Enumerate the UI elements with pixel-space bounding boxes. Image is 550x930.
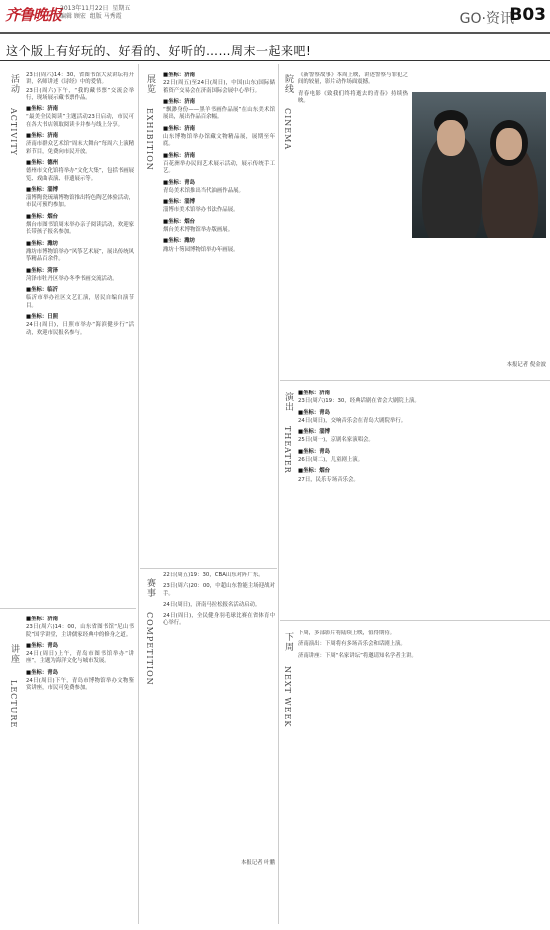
item-text: 27日，民乐专场音乐会。 bbox=[298, 476, 359, 483]
page-number: B03 bbox=[509, 5, 546, 25]
item-location: ■坐标：德州 bbox=[26, 159, 59, 166]
item-text: 烟台市图书馆周末举办亲子阅读活动，欢迎家长带孩子报名参加。 bbox=[26, 222, 134, 236]
column-divider bbox=[280, 380, 550, 381]
item-location: ■坐标：济南 bbox=[26, 133, 59, 140]
item-location: ■坐标：济南 bbox=[298, 390, 331, 396]
item-location: ■坐标：菏泽 bbox=[26, 267, 59, 274]
list-item bbox=[26, 268, 134, 284]
theater-list bbox=[298, 390, 546, 614]
competition-list bbox=[163, 572, 275, 852]
list-item bbox=[163, 126, 275, 149]
list-item bbox=[298, 449, 546, 465]
issue-meta: 2013年11月22日 星期五 编辑 顾宏 组版 马秀霞 bbox=[60, 5, 131, 20]
top-rule bbox=[0, 60, 550, 61]
item-text: 菏泽市牡丹区举办冬季书画交流活动。 bbox=[26, 275, 118, 282]
list-item bbox=[298, 91, 408, 106]
lecture-list bbox=[26, 616, 134, 856]
item-text: 24日(周日)上午，青岛市图书馆举办“讲座”，主题为海洋文化与城市发展。 bbox=[26, 651, 134, 665]
section-label-nextweek: 下周 bbox=[283, 632, 293, 652]
list-item bbox=[26, 314, 134, 337]
list-item bbox=[298, 630, 546, 637]
item-text: 山东博物馆举办馆藏文物精品展，展期至年底。 bbox=[163, 134, 275, 148]
item-text: 24日(周日)，全民健身羽毛球比赛在省体育中心举行。 bbox=[163, 613, 275, 627]
section-label-exhibition-en: EXHIBITION bbox=[145, 108, 154, 171]
item-text: 23日(周六)14：00，山东省图书馆“尼山书院”国学讲堂，主讲儒家经典中的修身之道。 bbox=[26, 624, 134, 638]
nextweek-list bbox=[298, 630, 546, 920]
section-label-nextweek-en: NEXT WEEK bbox=[283, 666, 292, 728]
item-location: ■坐标：烟台 bbox=[163, 218, 196, 225]
item-location: ■坐标：淄博 bbox=[26, 186, 59, 193]
column-divider bbox=[0, 608, 136, 609]
section-label-theater-en: THEATER bbox=[283, 426, 292, 474]
list-item bbox=[26, 106, 134, 129]
item-text: 下周，多部影片将陆续上映，值得期待。 bbox=[298, 630, 396, 636]
list-item bbox=[26, 187, 134, 210]
column-divider bbox=[140, 568, 277, 569]
list-item bbox=[298, 410, 546, 426]
list-item bbox=[163, 583, 275, 598]
item-location: ■坐标：淄博 bbox=[163, 199, 196, 206]
list-item bbox=[163, 613, 275, 628]
section-label-competition-en: COMPETITION bbox=[145, 612, 154, 686]
activity-list bbox=[26, 72, 134, 600]
item-text: 潍坊十笏园博物馆举办年画展。 bbox=[163, 246, 239, 253]
item-text: 青春电影《致我们终将逝去的青春》持续热映。 bbox=[298, 90, 408, 104]
list-item bbox=[298, 429, 546, 445]
item-location: ■坐标：潍坊 bbox=[163, 238, 196, 245]
item-location: ■坐标：青岛 bbox=[298, 409, 331, 416]
list-item bbox=[163, 180, 275, 196]
item-location: ■坐标：济南 bbox=[163, 72, 196, 78]
item-location: ■坐标：青岛 bbox=[298, 448, 331, 455]
item-text: 25日(周一)，京剧名家演唱会。 bbox=[298, 437, 374, 444]
item-text: 青岛美术馆推出当代油画作品展。 bbox=[163, 187, 244, 194]
competition-byline: 本报记者 叶鹏 bbox=[240, 860, 275, 866]
list-item bbox=[26, 214, 134, 237]
section-label-exhibition: 展览 bbox=[145, 74, 155, 94]
column-rule bbox=[278, 64, 279, 924]
list-item bbox=[26, 241, 134, 264]
item-text: 23日(周六)下午，“我的藏书票”交流会举行，现场展示藏书票作品。 bbox=[26, 87, 134, 101]
masthead bbox=[0, 0, 550, 34]
list-item bbox=[26, 160, 134, 183]
item-location: ■坐标：青岛 bbox=[26, 669, 59, 676]
item-text: “最美全民阅读”主题活动23日启动，市民可在各大书店领取阅读卡并参与线上分享。 bbox=[26, 114, 134, 128]
list-item bbox=[26, 670, 134, 693]
exhibition-list bbox=[163, 72, 275, 562]
item-text: 淄博陶瓷琉璃博物馆推出特色陶艺体验活动，市民可预约参加。 bbox=[26, 195, 134, 209]
newspaper-logo: 齐鲁晚报 bbox=[5, 6, 62, 24]
section-label-activity: 活动 bbox=[9, 74, 19, 94]
item-location: ■坐标：济南 bbox=[26, 106, 59, 113]
item-location: ■坐标：淄博 bbox=[298, 429, 331, 436]
column-divider bbox=[280, 620, 550, 621]
list-item bbox=[163, 99, 275, 122]
list-item bbox=[298, 468, 546, 484]
item-text: 烟台美术博物馆举办版画展。 bbox=[163, 227, 234, 234]
column-rule bbox=[138, 64, 139, 924]
item-text: 26日(周二)，儿童剧上演。 bbox=[298, 457, 363, 464]
item-text: 济南演出：下周将有多场音乐会和话剧上演。 bbox=[298, 641, 406, 648]
section-label-theater: 演出 bbox=[283, 392, 293, 412]
item-text: 22日(周五)至24日(周日)，中国(山东)国际储蓄资产交易会在济南国际会展中心举行。 bbox=[163, 80, 275, 94]
item-text: 24日(周日)，济南马拉松报名活动启动。 bbox=[163, 601, 261, 608]
item-location: ■坐标：济南 bbox=[163, 98, 196, 105]
list-item bbox=[26, 133, 134, 156]
list-item bbox=[163, 602, 275, 609]
item-text: 22日(周五)19：30，CBA山东对阵广东。 bbox=[163, 572, 264, 578]
list-item bbox=[298, 653, 546, 660]
item-text: 24日(周日)，交响音乐会在青岛大剧院举行。 bbox=[298, 417, 407, 424]
item-text: 临沂市举办社区文艺汇演，居民自编自演节目。 bbox=[26, 295, 134, 309]
section-label-competition: 赛事 bbox=[145, 578, 155, 598]
section-label-cinema-en: CINEMA bbox=[283, 108, 292, 151]
item-text: 淄博市美术馆举办书法作品展。 bbox=[163, 207, 239, 214]
item-text: 24日(周日)，日照市举办“海滨健步行”活动，欢迎市民报名参与。 bbox=[26, 322, 134, 336]
section-label-activity-en: ACTIVITY bbox=[9, 108, 18, 156]
item-text: 23日(周六)19：30，经典话剧在省会大剧院上演。 bbox=[298, 398, 420, 405]
cinema-byline: 本报记者 倪金波 bbox=[506, 362, 546, 368]
item-location: ■坐标：烟台 bbox=[26, 213, 59, 220]
item-text: 德州市文化馆将举办“文化大集”，包括书画展览、戏曲表演、非遗展示等。 bbox=[26, 168, 134, 182]
section-title: GO·资讯 bbox=[459, 11, 514, 27]
item-text: 百花洲举办民间艺术展示活动，展示传统手工艺。 bbox=[163, 160, 275, 175]
item-location: ■坐标：济南 bbox=[26, 616, 59, 622]
list-item bbox=[163, 238, 275, 254]
item-text: 《新警察故事》本周上映，讲述警察与罪犯之间的较量，影片动作场面震撼。 bbox=[298, 72, 408, 86]
item-text: 24日(周日)下午，青岛市博物馆举办文物鉴赏讲座，市民可免费参加。 bbox=[26, 678, 134, 692]
list-item bbox=[26, 72, 134, 102]
item-location: ■坐标：济南 bbox=[163, 152, 196, 159]
list-item bbox=[26, 616, 134, 639]
item-text: 济南市群众艺术馆“周末大舞台”每周六上演精彩节目，免费向市民开放。 bbox=[26, 141, 134, 155]
item-text: “飘渺身份——黑羊书画作品展”在山东美术馆展出，展出作品百余幅。 bbox=[163, 107, 275, 121]
page-headline: 这个版上有好玩的、好看的、好听的……周末一起来吧! bbox=[6, 44, 312, 58]
cinema-list-left bbox=[298, 72, 408, 372]
list-item bbox=[298, 641, 546, 648]
item-location: ■坐标：潍坊 bbox=[26, 240, 59, 247]
item-location: ■坐标：青岛 bbox=[26, 642, 59, 649]
item-text: 潍坊市博物馆举办“风筝艺术展”，展出传统风筝精品百余件。 bbox=[26, 248, 134, 263]
list-item bbox=[163, 199, 275, 215]
item-location: ■坐标：青岛 bbox=[163, 179, 196, 186]
section-label-lecture-en: LECTURE bbox=[9, 680, 18, 729]
list-item bbox=[298, 390, 546, 406]
list-item bbox=[163, 219, 275, 235]
item-location: ■坐标：济南 bbox=[163, 125, 196, 132]
list-item bbox=[163, 153, 275, 176]
list-item bbox=[163, 72, 275, 95]
item-text: 济南讲座：下周“名家讲坛”将邀请知名学者主讲。 bbox=[298, 652, 417, 659]
list-item bbox=[26, 287, 134, 310]
item-text: 23日(周六)20：00，中超山东鲁能主场迎战对手。 bbox=[163, 583, 275, 597]
list-item bbox=[298, 72, 408, 87]
list-item bbox=[163, 572, 275, 579]
section-label-lecture: 讲座 bbox=[9, 644, 19, 664]
item-text: 23日(周六)14：30，省图书馆大众讲坛将开讲，名师讲述《诗经》中的爱情。 bbox=[26, 72, 134, 86]
section-label-cinema: 院线 bbox=[283, 74, 293, 94]
list-item bbox=[26, 643, 134, 666]
item-location: ■坐标：临沂 bbox=[26, 287, 59, 294]
item-location: ■坐标：烟台 bbox=[298, 468, 331, 475]
item-location: ■坐标：日照 bbox=[26, 314, 59, 321]
movie-still-photo bbox=[412, 92, 546, 238]
